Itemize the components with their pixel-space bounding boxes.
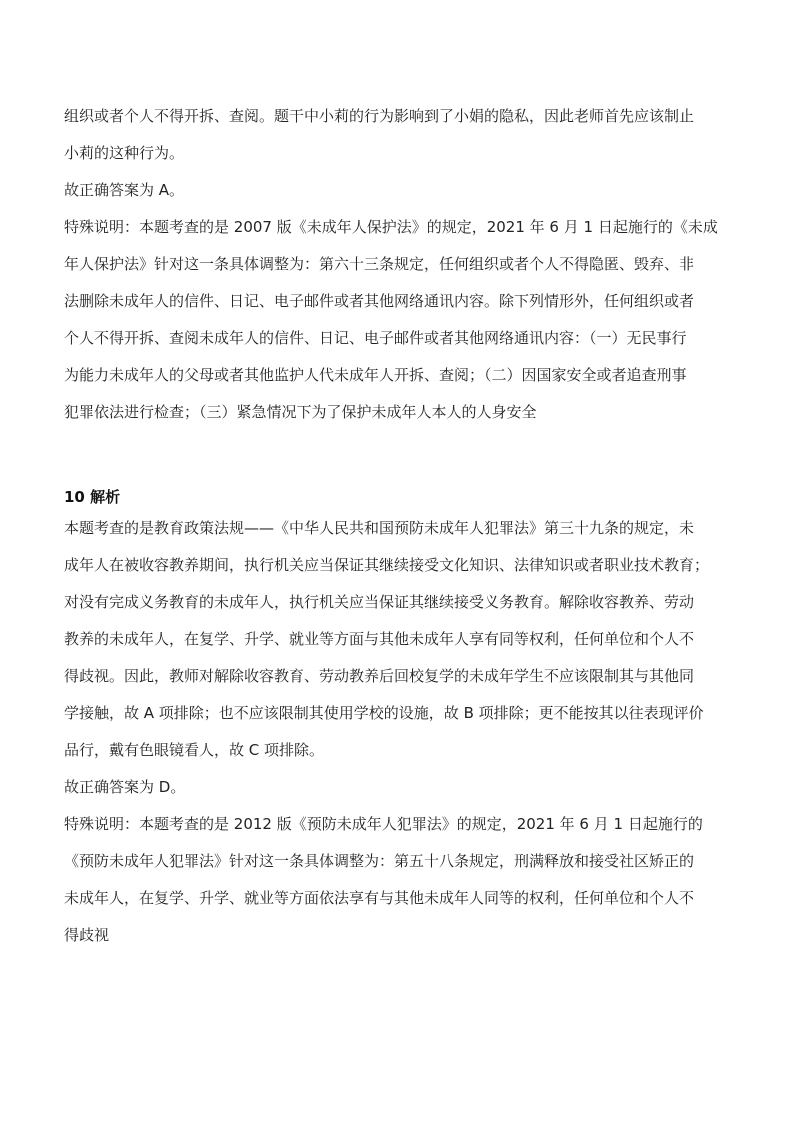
section-2 <box>64 510 754 954</box>
paragraph <box>64 510 754 769</box>
text-line: 小莉的这种行为。 <box>64 144 185 162</box>
text-line: 本题考查的是教育政策法规——《中华人民共和国预防未成年人犯罪法》第三十九条的规定，未 <box>64 519 695 537</box>
text-line: 故正确答案为 A。 <box>64 181 185 199</box>
special-note <box>64 209 754 431</box>
text-line: 组织或者个人不得开拆、查阅。题干中小莉的行为影响到了小娟的隐私，因此老师首先应该制止 <box>64 107 695 125</box>
text-line: 特殊说明：本题考查的是 2012 版《预防未成年人犯罪法》的规定，2021 年 6 月 1 日起施行的 <box>64 815 703 833</box>
text-line: 成年人在被收容教养期间，执行机关应当保证其继续接受文化知识、法律知识或者职业技术教育； <box>64 556 710 574</box>
section-heading: 10 解析 <box>64 488 121 506</box>
text-line: 个人不得开拆、查阅未成年人的信件、日记、电子邮件或者其他网络通讯内容：（一）无民事行 <box>64 329 687 347</box>
text-line: 得歧视。因此，教师对解除收容教育、劳动教养后回校复学的未成年学生不应该限制其与其他同 <box>64 667 695 685</box>
section-2-heading-wrap <box>64 486 754 508</box>
paragraph <box>64 98 754 172</box>
text-line: 《预防未成年人犯罪法》针对这一条具体调整为：第五十八条规定，刑满释放和接受社区矫正的 <box>64 852 695 870</box>
text-line: 品行，戴有色眼镜看人，故 C 项排除。 <box>64 741 325 759</box>
text-line: 特殊说明：本题考查的是 2007 版《未成年人保护法》的规定，2021 年 6 月 1 日起施行的《未成 <box>64 218 718 236</box>
text-line: 教养的未成年人，在复学、升学、就业等方面与其他未成年人享有同等权利，任何单位和个人不 <box>64 630 695 648</box>
text-line: 故正确答案为 D。 <box>64 778 186 796</box>
text-line: 对没有完成义务教育的未成年人，执行机关应当保证其继续接受义务教育。解除收容教养、劳动 <box>64 593 695 611</box>
answer-line <box>64 769 754 806</box>
special-note <box>64 806 754 954</box>
text-line: 年人保护法》针对这一条具体调整为：第六十三条规定，任何组织或者个人不得隐匿、毁弃、非 <box>64 255 695 273</box>
text-line: 未成年人，在复学、升学、就业等方面依法享有与其他未成年人同等的权利，任何单位和个人不 <box>64 889 695 907</box>
text-line: 法删除未成年人的信件、日记、电子邮件或者其他网络通讯内容。除下列情形外，任何组织或者 <box>64 292 695 310</box>
text-line: 学接触，故 A 项排除；也不应该限制其使用学校的设施，故 B 项排除；更不能按其以往表现评价 <box>64 704 704 722</box>
text-line: 犯罪依法进行检查；（三）紧急情况下为了保护未成年人本人的人身安全 <box>64 403 537 421</box>
text-line: 得歧视 <box>64 926 110 944</box>
answer-line <box>64 172 754 209</box>
section-1 <box>64 98 754 431</box>
text-line: 为能力未成年人的父母或者其他监护人代未成年人开拆、查阅；（二）因国家安全或者追查刑事 <box>64 366 687 384</box>
